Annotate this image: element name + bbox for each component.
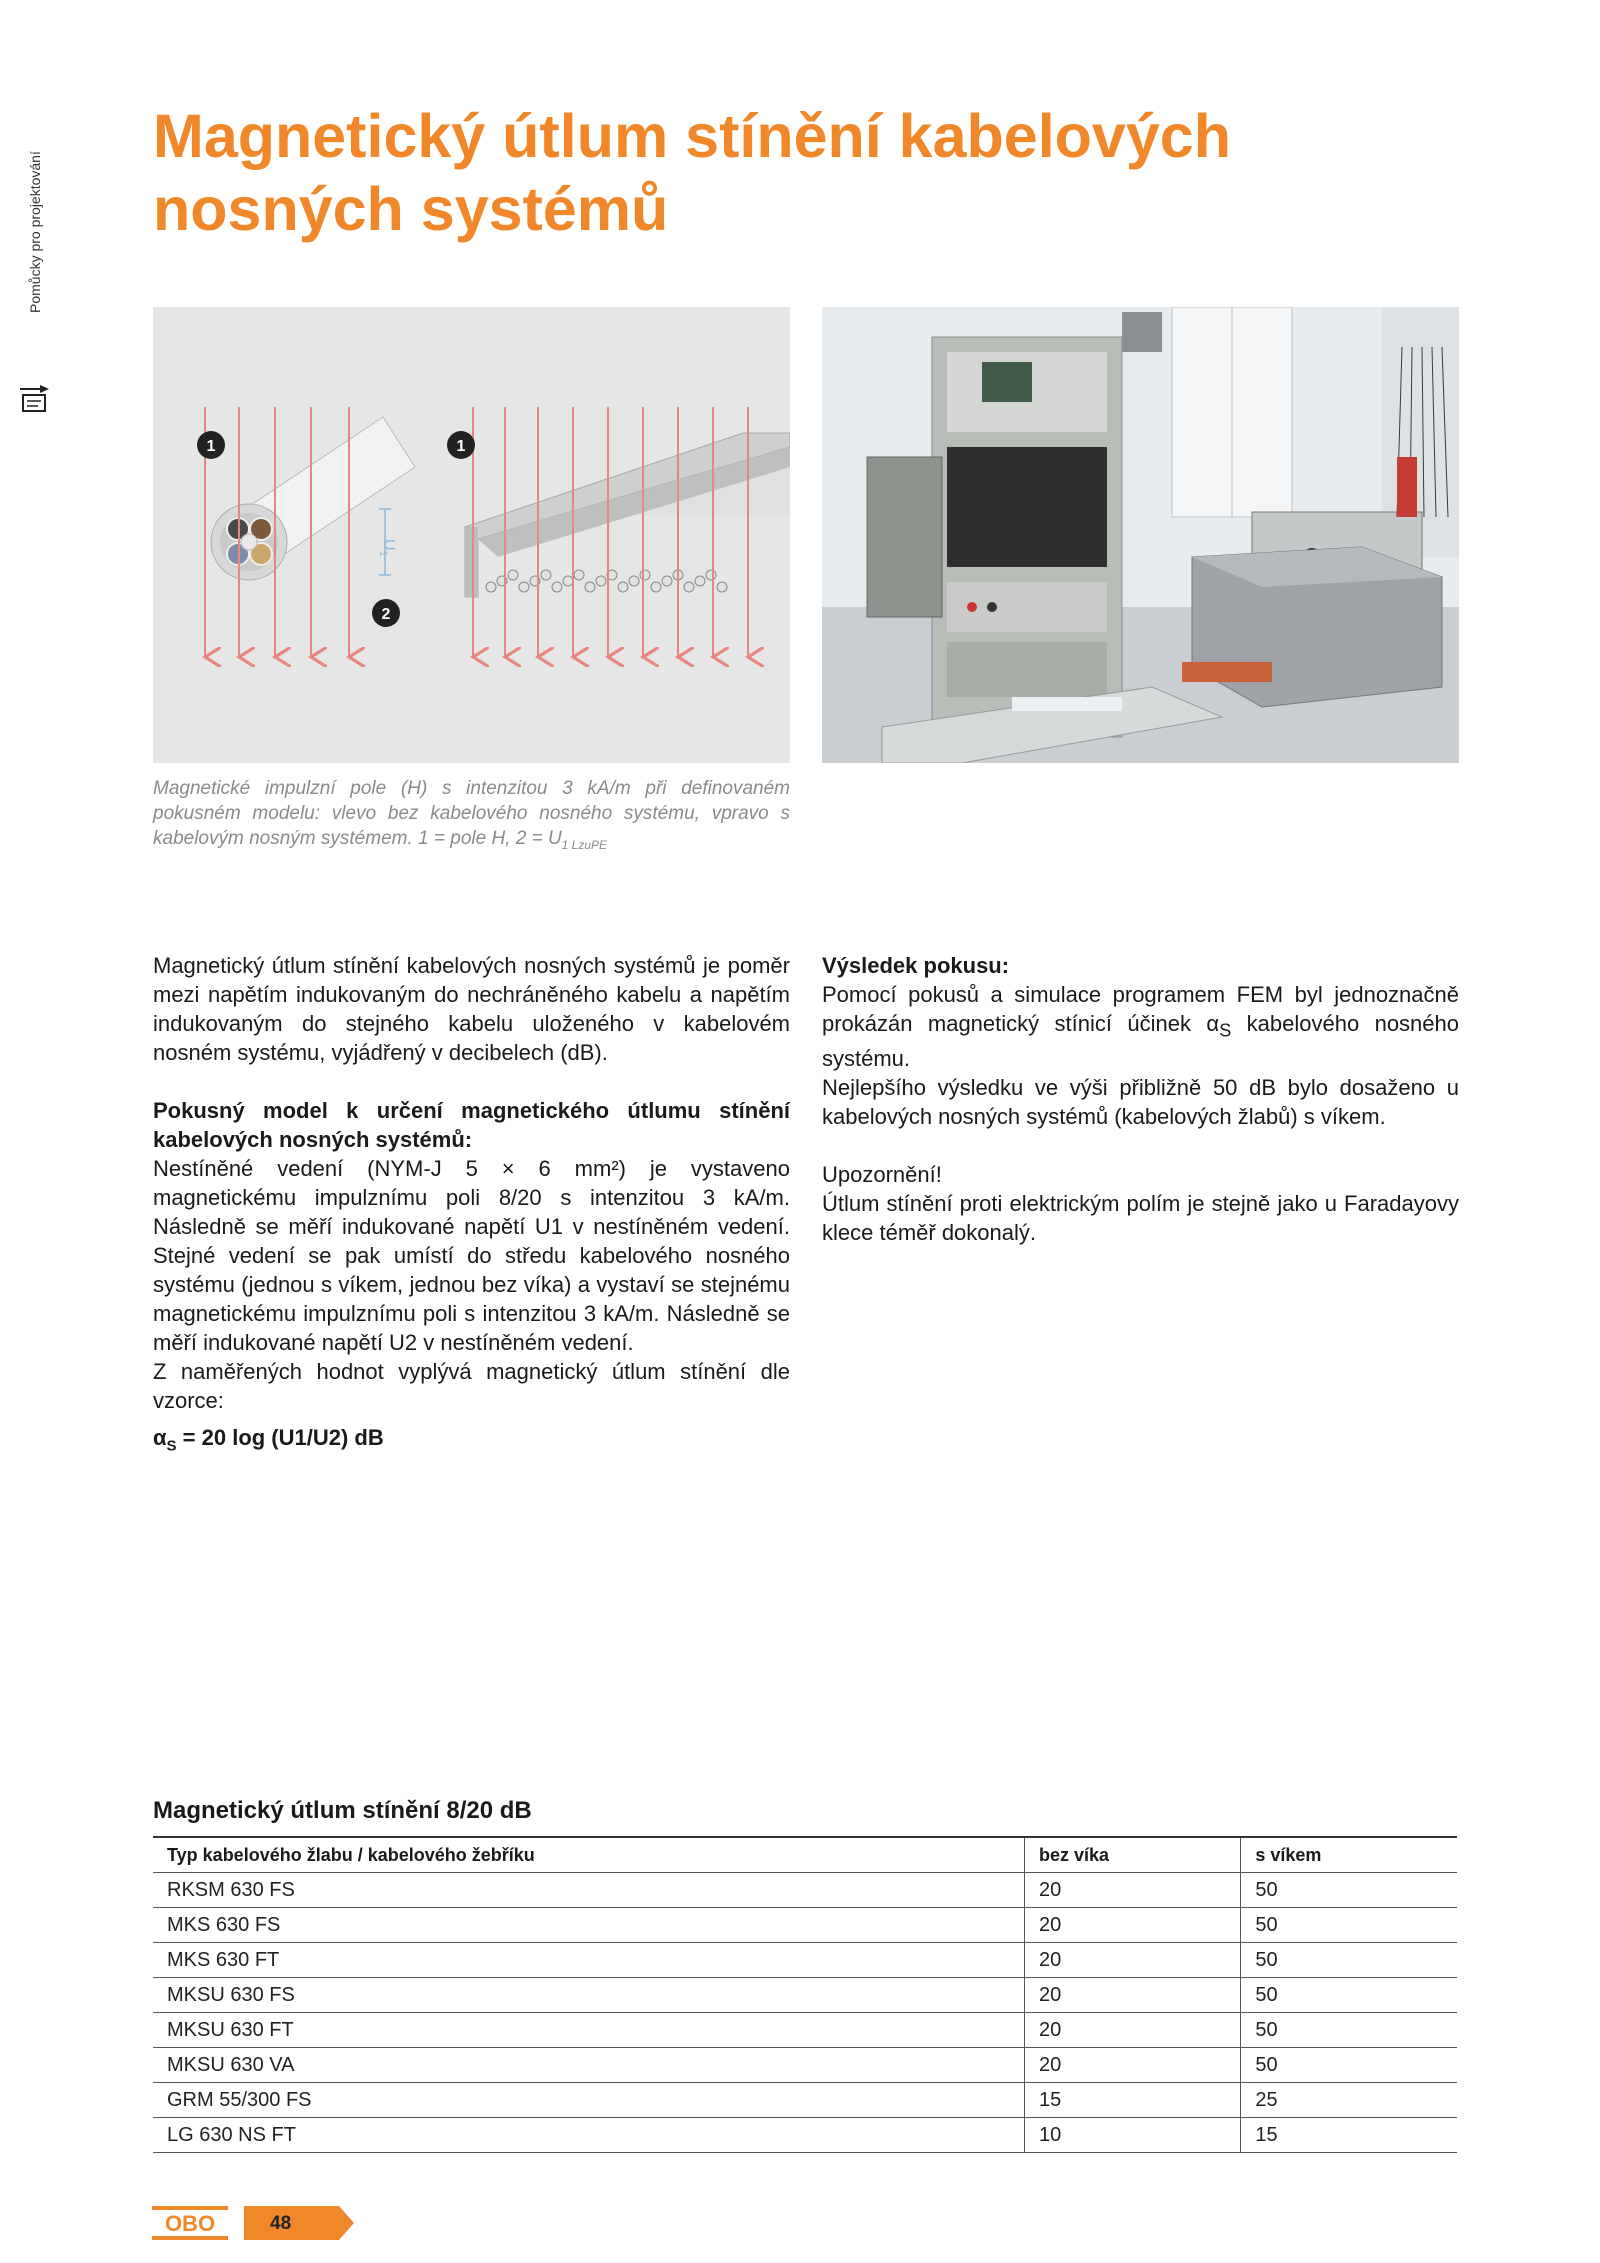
tray-cable xyxy=(519,582,529,592)
cell-type: GRM 55/300 FS xyxy=(153,2083,1025,2118)
table-row xyxy=(153,1908,1457,1943)
tray-cable xyxy=(717,582,727,592)
svg-text:1: 1 xyxy=(456,438,466,455)
sidebar-label: Pomůcky pro projektování xyxy=(27,151,43,313)
left-text-column xyxy=(153,951,790,1460)
header-without-lid: bez víka xyxy=(1025,1837,1241,1873)
formula-intro: Z naměřených hodnot vyplývá magnetický útlum stínění dle vzorce: xyxy=(153,1359,790,1413)
tray-cable xyxy=(662,576,672,586)
marker-2 xyxy=(372,599,400,627)
figure-caption xyxy=(153,776,790,858)
caption-text: Magnetické impulzní pole (H) s intenzitou 3 kA/m při definovaném pokusném modelu: vlevo bez kabelového nosného systému, vpravo s kabelovým nosným systémem. 1 = pole H, 2 = U xyxy=(153,778,790,849)
tray-cable xyxy=(706,570,716,580)
cell-type: LG 630 NS FT xyxy=(153,2118,1025,2153)
lab-photo-illustration xyxy=(822,307,1459,763)
cell-without-lid: 20 xyxy=(1025,2048,1241,2083)
cell-without-lid: 20 xyxy=(1025,2013,1241,2048)
tray-cable xyxy=(618,582,628,592)
table-row xyxy=(153,2048,1457,2083)
cell-type: MKSU 630 FT xyxy=(153,2013,1025,2048)
schematic-figure xyxy=(153,307,790,763)
schematic-diagram xyxy=(153,307,790,763)
tray-cable xyxy=(541,570,551,580)
tray-cable xyxy=(508,570,518,580)
cell-with-lid: 25 xyxy=(1241,2083,1457,2118)
warning-text: Útlum stínění proti elektrickým polím je stejně jako u Faradayovy klece téměř dokonalý. xyxy=(822,1191,1459,1246)
cell-without-lid: 20 xyxy=(1025,1943,1241,1978)
cell-without-lid: 15 xyxy=(1025,2083,1241,2118)
sidebar-section-label xyxy=(22,110,44,320)
tray-cable xyxy=(695,576,705,586)
laboratory-photo xyxy=(822,307,1459,763)
table-row xyxy=(153,2083,1457,2118)
tray-cable xyxy=(574,570,584,580)
caption-subscript: 1 LzuPE xyxy=(561,837,608,852)
table-title: Magnetický útlum stínění 8/20 dB xyxy=(153,1797,532,1824)
formula: $\alpha_S = 20$ log (U1/U2) dB xyxy=(153,1425,384,1455)
intro-paragraph: Magnetický útlum stínění kabelových nosných systémů je poměr mezi napětím indukovaným do nechráněného kabelu a napětím indukovaným do stejného kabelu uloženého v kabelovém nosném systému, vyjádřený v decibelech (dB). xyxy=(153,953,790,1065)
cell-with-lid: 50 xyxy=(1241,2048,1457,2083)
cell-with-lid: 15 xyxy=(1241,2118,1457,2153)
table-row xyxy=(153,1978,1457,2013)
page-number: 48 xyxy=(270,2213,292,2234)
page-number-badge xyxy=(244,2206,354,2240)
tray-cable xyxy=(684,582,694,592)
header-with-lid: s víkem xyxy=(1241,1837,1457,1873)
marker-1-left xyxy=(197,431,225,459)
result-heading: Výsledek pokusu: xyxy=(822,953,1010,978)
tray-cable xyxy=(585,582,595,592)
u1-label: $U_1$ xyxy=(377,539,397,557)
table-row xyxy=(153,2013,1457,2048)
cell-without-lid: 10 xyxy=(1025,2118,1241,2153)
cell-type: RKSM 630 FS xyxy=(153,1873,1025,1908)
table-row xyxy=(153,2118,1457,2153)
cell-without-lid: 20 xyxy=(1025,1978,1241,2013)
cell-type: MKSU 630 VA xyxy=(153,2048,1025,2083)
obo-logo xyxy=(152,2206,228,2240)
test-model-paragraph: Nestíněné vedení (NYM-J 5 × 6 mm²) je vystaveno magnetickému impulznímu poli 8/20 s intenzitou 3 kA/m. Následně se měří indukované napětí U1 v nestíněném vedení. Stejné vedení se pak umístí do středu kabelového nosného systému (jednou s víkem, jednou bez víka) a vystaví se stejnému magnetickému impulznímu poli s intenzitou 3 kA/m. Následně se měří indukované napětí U2 v nestíněném vedení. xyxy=(153,1156,790,1355)
cell-with-lid: 50 xyxy=(1241,1943,1457,1978)
svg-text:2: 2 xyxy=(381,606,391,623)
cell-type: MKS 630 FT xyxy=(153,1943,1025,1978)
header-type: Typ kabelového žlabu / kabelového žebříku xyxy=(153,1837,1025,1873)
page-title: Magnetický útlum stínění kabelových nosných systémů xyxy=(153,102,1231,243)
tray-cable xyxy=(651,582,661,592)
test-model-heading: Pokusný model k určení magnetického útlumu stínění kabelových nosných systémů: xyxy=(153,1098,790,1152)
table-row xyxy=(153,1873,1457,1908)
table-header-row xyxy=(153,1837,1457,1873)
tray-cable xyxy=(596,576,606,586)
tray-cable xyxy=(640,570,650,580)
warning-label: Upozornění! xyxy=(822,1162,942,1188)
best-result-paragraph: Nejlepšího výsledku ve výši přibližně 50 dB bylo dosaženo u kabelových nosných systémů (kabelových žlabů) s víkem. xyxy=(822,1075,1459,1130)
tray-cable xyxy=(563,576,573,586)
result-paragraph: Pomocí pokusů a simulace programem FEM byl jednoznačně prokázán magnetický stínicí účinek $\alpha_S$ kabelového nosného systému. xyxy=(822,982,1459,1072)
tray-cables xyxy=(486,570,727,592)
svg-text:1: 1 xyxy=(206,438,216,455)
cell-with-lid: 50 xyxy=(1241,1978,1457,2013)
table-row xyxy=(153,1943,1457,1978)
attenuation-table xyxy=(153,1836,1457,2153)
cell-type: MKSU 630 FS xyxy=(153,1978,1025,2013)
cell-with-lid: 50 xyxy=(1241,1873,1457,1908)
tray-cable xyxy=(629,576,639,586)
cell-without-lid: 20 xyxy=(1025,1908,1241,1943)
right-text-column xyxy=(822,951,1459,1247)
svg-text:OBO: OBO xyxy=(164,2211,216,2236)
tray-cable xyxy=(552,582,562,592)
cell-with-lid: 50 xyxy=(1241,1908,1457,1943)
cell-without-lid: 20 xyxy=(1025,1873,1241,1908)
cell-with-lid: 50 xyxy=(1241,2013,1457,2048)
document-pen-icon xyxy=(18,382,52,416)
marker-1-right xyxy=(447,431,475,459)
cell-type: MKS 630 FS xyxy=(153,1908,1025,1943)
tray-cable xyxy=(486,582,496,592)
